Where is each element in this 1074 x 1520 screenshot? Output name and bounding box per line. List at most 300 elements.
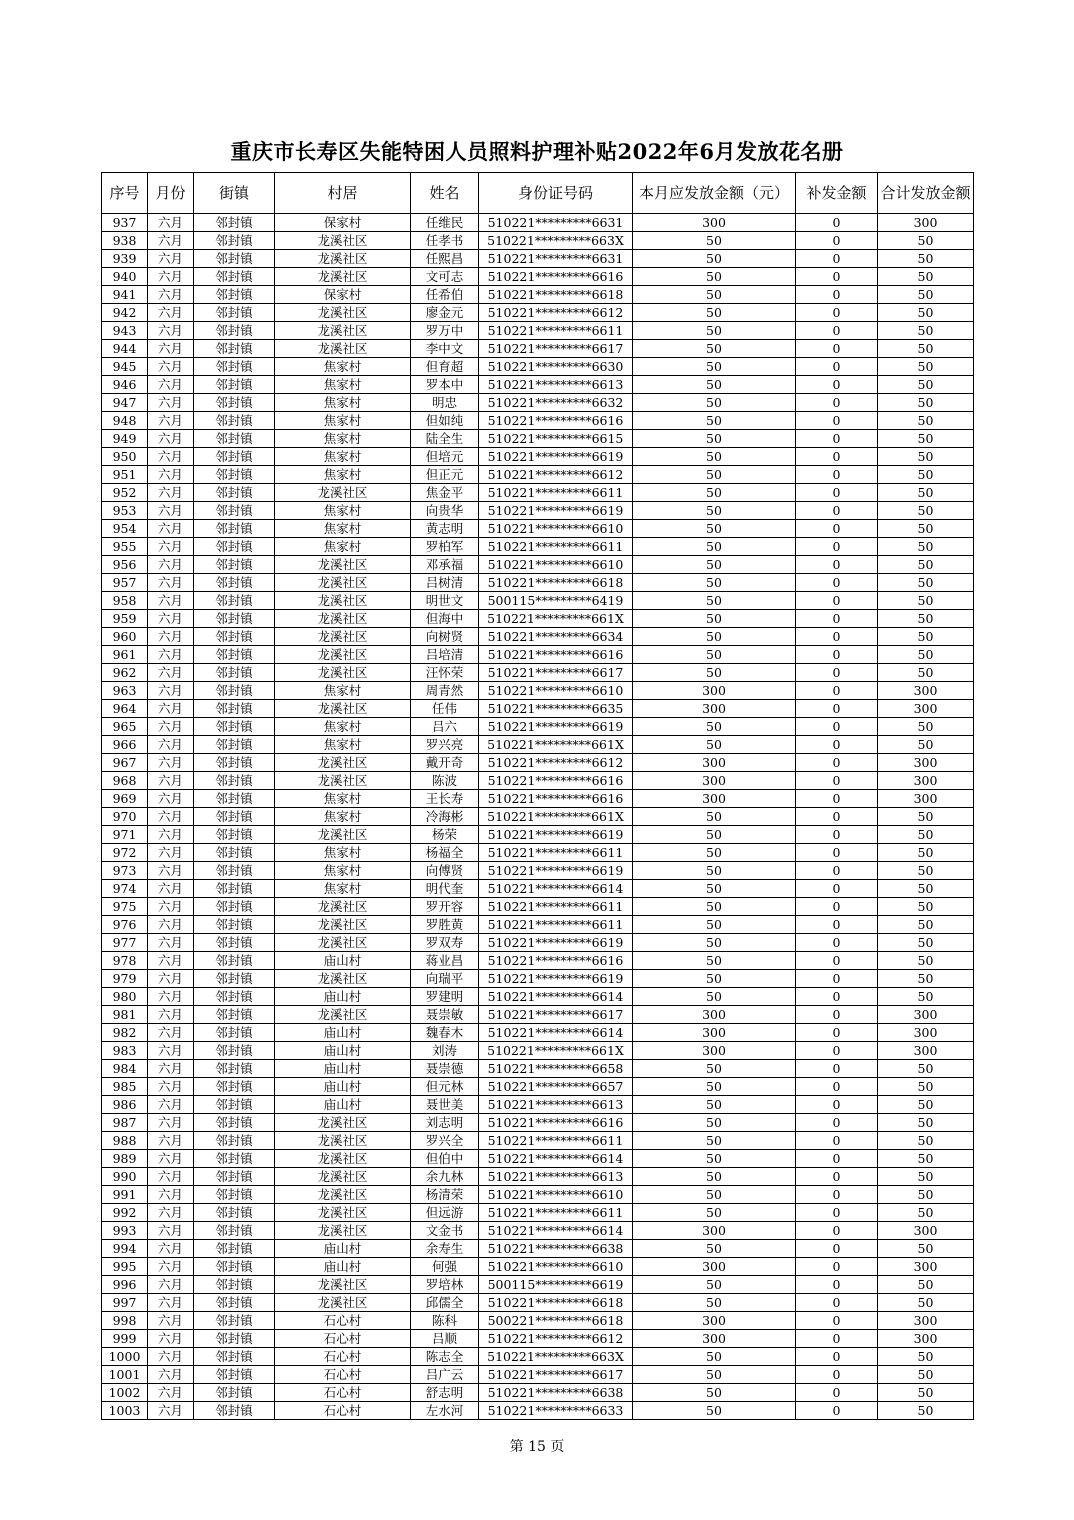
- village-cell: 龙溪社区: [275, 646, 411, 664]
- monthly-amount-cell: 50: [633, 1060, 796, 1078]
- town-cell: 邻封镇: [194, 772, 275, 790]
- total-cell: 50: [878, 358, 974, 376]
- month-cell: 六月: [148, 556, 194, 574]
- village-cell: 庙山村: [275, 1060, 411, 1078]
- village-cell: 庙山村: [275, 1240, 411, 1258]
- name-cell: 吕顺: [411, 1330, 479, 1348]
- town-cell: 邻封镇: [194, 1078, 275, 1096]
- monthly-amount-cell: 50: [633, 574, 796, 592]
- total-cell: 300: [878, 1006, 974, 1024]
- supplement-cell: 0: [796, 1330, 878, 1348]
- id-number-cell: 510221*********6632: [479, 394, 633, 412]
- table-row: [102, 250, 974, 268]
- table-row: [102, 700, 974, 718]
- index-cell: 970: [102, 808, 148, 826]
- town-cell: 邻封镇: [194, 430, 275, 448]
- monthly-amount-cell: 50: [633, 1132, 796, 1150]
- id-number-cell: 510221*********6619: [479, 970, 633, 988]
- col-header-month: 月份: [148, 173, 194, 214]
- id-number-cell: 510221*********6610: [479, 682, 633, 700]
- total-cell: 300: [878, 1312, 974, 1330]
- village-cell: 保家村: [275, 214, 411, 232]
- name-cell: 左水河: [411, 1402, 479, 1420]
- total-cell: 50: [878, 232, 974, 250]
- monthly-amount-cell: 50: [633, 646, 796, 664]
- id-number-cell: 510221*********6619: [479, 448, 633, 466]
- supplement-cell: 0: [796, 412, 878, 430]
- monthly-amount-cell: 300: [633, 1222, 796, 1240]
- id-number-cell: 510221*********6638: [479, 1384, 633, 1402]
- id-number-cell: 510221*********6616: [479, 772, 633, 790]
- total-cell: 50: [878, 376, 974, 394]
- total-cell: 50: [878, 1168, 974, 1186]
- month-cell: 六月: [148, 1096, 194, 1114]
- total-cell: 50: [878, 466, 974, 484]
- village-cell: 焦家村: [275, 430, 411, 448]
- month-cell: 六月: [148, 412, 194, 430]
- total-cell: 50: [878, 556, 974, 574]
- village-cell: 龙溪社区: [275, 916, 411, 934]
- village-cell: 龙溪社区: [275, 1186, 411, 1204]
- supplement-cell: 0: [796, 502, 878, 520]
- supplement-cell: 0: [796, 1168, 878, 1186]
- town-cell: 邻封镇: [194, 664, 275, 682]
- supplement-cell: 0: [796, 1096, 878, 1114]
- month-cell: 六月: [148, 394, 194, 412]
- supplement-cell: 0: [796, 1402, 878, 1420]
- supplement-cell: 0: [796, 1294, 878, 1312]
- village-cell: 龙溪社区: [275, 1294, 411, 1312]
- town-cell: 邻封镇: [194, 844, 275, 862]
- town-cell: 邻封镇: [194, 1024, 275, 1042]
- village-cell: 石心村: [275, 1312, 411, 1330]
- index-cell: 960: [102, 628, 148, 646]
- town-cell: 邻封镇: [194, 1384, 275, 1402]
- town-cell: 邻封镇: [194, 1222, 275, 1240]
- supplement-cell: 0: [796, 484, 878, 502]
- monthly-amount-cell: 50: [633, 250, 796, 268]
- month-cell: 六月: [148, 862, 194, 880]
- month-cell: 六月: [148, 646, 194, 664]
- town-cell: 邻封镇: [194, 754, 275, 772]
- id-number-cell: 510221*********6614: [479, 988, 633, 1006]
- total-cell: 50: [878, 430, 974, 448]
- id-number-cell: 510221*********6613: [479, 1168, 633, 1186]
- total-cell: 50: [878, 844, 974, 862]
- monthly-amount-cell: 50: [633, 628, 796, 646]
- village-cell: 龙溪社区: [275, 304, 411, 322]
- monthly-amount-cell: 50: [633, 430, 796, 448]
- month-cell: 六月: [148, 268, 194, 286]
- total-cell: 50: [878, 1150, 974, 1168]
- total-cell: 50: [878, 1348, 974, 1366]
- name-cell: 刘涛: [411, 1042, 479, 1060]
- index-cell: 939: [102, 250, 148, 268]
- index-cell: 950: [102, 448, 148, 466]
- monthly-amount-cell: 300: [633, 1258, 796, 1276]
- col-header-index: 序号: [102, 173, 148, 214]
- month-cell: 六月: [148, 1294, 194, 1312]
- total-cell: 50: [878, 538, 974, 556]
- header-row: [102, 173, 974, 214]
- supplement-cell: 0: [796, 1258, 878, 1276]
- index-cell: 978: [102, 952, 148, 970]
- id-number-cell: 510221*********663X: [479, 1348, 633, 1366]
- index-cell: 955: [102, 538, 148, 556]
- name-cell: 向傅贤: [411, 862, 479, 880]
- supplement-cell: 0: [796, 394, 878, 412]
- supplement-cell: 0: [796, 1042, 878, 1060]
- index-cell: 962: [102, 664, 148, 682]
- index-cell: 982: [102, 1024, 148, 1042]
- table-row: [102, 934, 974, 952]
- village-cell: 龙溪社区: [275, 592, 411, 610]
- name-cell: 聂崇德: [411, 1060, 479, 1078]
- village-cell: 龙溪社区: [275, 772, 411, 790]
- town-cell: 邻封镇: [194, 646, 275, 664]
- supplement-cell: 0: [796, 898, 878, 916]
- name-cell: 任熙昌: [411, 250, 479, 268]
- town-cell: 邻封镇: [194, 214, 275, 232]
- month-cell: 六月: [148, 358, 194, 376]
- month-cell: 六月: [148, 466, 194, 484]
- table-row: [102, 1060, 974, 1078]
- monthly-amount-cell: 300: [633, 682, 796, 700]
- table-row: [102, 1276, 974, 1294]
- name-cell: 魏春木: [411, 1024, 479, 1042]
- supplement-cell: 0: [796, 1348, 878, 1366]
- monthly-amount-cell: 50: [633, 970, 796, 988]
- village-cell: 龙溪社区: [275, 556, 411, 574]
- total-cell: 50: [878, 610, 974, 628]
- total-cell: 50: [878, 718, 974, 736]
- total-cell: 50: [878, 322, 974, 340]
- month-cell: 六月: [148, 826, 194, 844]
- town-cell: 邻封镇: [194, 322, 275, 340]
- month-cell: 六月: [148, 1060, 194, 1078]
- monthly-amount-cell: 50: [633, 736, 796, 754]
- total-cell: 50: [878, 1186, 974, 1204]
- village-cell: 庙山村: [275, 988, 411, 1006]
- index-cell: 952: [102, 484, 148, 502]
- month-cell: 六月: [148, 772, 194, 790]
- town-cell: 邻封镇: [194, 934, 275, 952]
- month-cell: 六月: [148, 1222, 194, 1240]
- town-cell: 邻封镇: [194, 394, 275, 412]
- village-cell: 龙溪社区: [275, 340, 411, 358]
- village-cell: 石心村: [275, 1330, 411, 1348]
- village-cell: 焦家村: [275, 880, 411, 898]
- village-cell: 龙溪社区: [275, 322, 411, 340]
- month-cell: 六月: [148, 1402, 194, 1420]
- id-number-cell: 510221*********6616: [479, 952, 633, 970]
- table-row: [102, 394, 974, 412]
- name-cell: 王长寿: [411, 790, 479, 808]
- col-header-total: 合计发放金额: [878, 173, 974, 214]
- name-cell: 罗开容: [411, 898, 479, 916]
- village-cell: 焦家村: [275, 844, 411, 862]
- month-cell: 六月: [148, 340, 194, 358]
- town-cell: 邻封镇: [194, 412, 275, 430]
- town-cell: 邻封镇: [194, 1240, 275, 1258]
- index-cell: 980: [102, 988, 148, 1006]
- total-cell: 50: [878, 286, 974, 304]
- town-cell: 邻封镇: [194, 502, 275, 520]
- supplement-cell: 0: [796, 682, 878, 700]
- month-cell: 六月: [148, 1168, 194, 1186]
- supplement-cell: 0: [796, 700, 878, 718]
- total-cell: 50: [878, 880, 974, 898]
- index-cell: 957: [102, 574, 148, 592]
- table-row: [102, 1204, 974, 1222]
- total-cell: 300: [878, 754, 974, 772]
- month-cell: 六月: [148, 970, 194, 988]
- id-number-cell: 510221*********6611: [479, 538, 633, 556]
- village-cell: 龙溪社区: [275, 934, 411, 952]
- month-cell: 六月: [148, 736, 194, 754]
- index-cell: 969: [102, 790, 148, 808]
- index-cell: 993: [102, 1222, 148, 1240]
- table-row: [102, 1240, 974, 1258]
- monthly-amount-cell: 50: [633, 610, 796, 628]
- supplement-cell: 0: [796, 862, 878, 880]
- total-cell: 50: [878, 340, 974, 358]
- id-number-cell: 510221*********6619: [479, 502, 633, 520]
- total-cell: 300: [878, 1222, 974, 1240]
- table-row: [102, 430, 974, 448]
- id-number-cell: 500115*********6419: [479, 592, 633, 610]
- village-cell: 龙溪社区: [275, 970, 411, 988]
- supplement-cell: 0: [796, 808, 878, 826]
- month-cell: 六月: [148, 1348, 194, 1366]
- monthly-amount-cell: 50: [633, 664, 796, 682]
- name-cell: 聂世美: [411, 1096, 479, 1114]
- monthly-amount-cell: 50: [633, 1114, 796, 1132]
- supplement-cell: 0: [796, 268, 878, 286]
- index-cell: 994: [102, 1240, 148, 1258]
- index-cell: 948: [102, 412, 148, 430]
- name-cell: 陈波: [411, 772, 479, 790]
- table-row: [102, 340, 974, 358]
- town-cell: 邻封镇: [194, 1096, 275, 1114]
- monthly-amount-cell: 300: [633, 214, 796, 232]
- supplement-cell: 0: [796, 916, 878, 934]
- id-number-cell: 510221*********6631: [479, 214, 633, 232]
- total-cell: 50: [878, 1294, 974, 1312]
- table-row: [102, 1096, 974, 1114]
- supplement-cell: 0: [796, 844, 878, 862]
- monthly-amount-cell: 50: [633, 934, 796, 952]
- table-row: [102, 952, 974, 970]
- village-cell: 焦家村: [275, 538, 411, 556]
- name-cell: 李中文: [411, 340, 479, 358]
- name-cell: 罗双寿: [411, 934, 479, 952]
- name-cell: 戴开奇: [411, 754, 479, 772]
- id-number-cell: 510221*********663X: [479, 232, 633, 250]
- name-cell: 罗万中: [411, 322, 479, 340]
- village-cell: 龙溪社区: [275, 1168, 411, 1186]
- id-number-cell: 510221*********661X: [479, 736, 633, 754]
- supplement-cell: 0: [796, 1006, 878, 1024]
- town-cell: 邻封镇: [194, 556, 275, 574]
- table-row: [102, 880, 974, 898]
- supplement-cell: 0: [796, 790, 878, 808]
- supplement-cell: 0: [796, 754, 878, 772]
- town-cell: 邻封镇: [194, 682, 275, 700]
- village-cell: 焦家村: [275, 808, 411, 826]
- id-number-cell: 510221*********6633: [479, 1402, 633, 1420]
- month-cell: 六月: [148, 1186, 194, 1204]
- town-cell: 邻封镇: [194, 466, 275, 484]
- index-cell: 937: [102, 214, 148, 232]
- monthly-amount-cell: 50: [633, 1294, 796, 1312]
- village-cell: 龙溪社区: [275, 1132, 411, 1150]
- town-cell: 邻封镇: [194, 1312, 275, 1330]
- name-cell: 明世文: [411, 592, 479, 610]
- supplement-cell: 0: [796, 358, 878, 376]
- index-cell: 986: [102, 1096, 148, 1114]
- monthly-amount-cell: 50: [633, 556, 796, 574]
- town-cell: 邻封镇: [194, 952, 275, 970]
- name-cell: 但正元: [411, 466, 479, 484]
- total-cell: 50: [878, 1060, 974, 1078]
- supplement-cell: 0: [796, 574, 878, 592]
- village-cell: 庙山村: [275, 1042, 411, 1060]
- village-cell: 龙溪社区: [275, 268, 411, 286]
- month-cell: 六月: [148, 592, 194, 610]
- index-cell: 987: [102, 1114, 148, 1132]
- village-cell: 石心村: [275, 1366, 411, 1384]
- monthly-amount-cell: 50: [633, 538, 796, 556]
- index-cell: 942: [102, 304, 148, 322]
- town-cell: 邻封镇: [194, 718, 275, 736]
- supplement-cell: 0: [796, 1366, 878, 1384]
- monthly-amount-cell: 50: [633, 520, 796, 538]
- id-number-cell: 510221*********6618: [479, 1294, 633, 1312]
- total-cell: 300: [878, 1330, 974, 1348]
- supplement-cell: 0: [796, 934, 878, 952]
- supplement-cell: 0: [796, 1204, 878, 1222]
- town-cell: 邻封镇: [194, 232, 275, 250]
- name-cell: 余寿生: [411, 1240, 479, 1258]
- name-cell: 明代奎: [411, 880, 479, 898]
- name-cell: 邓承福: [411, 556, 479, 574]
- month-cell: 六月: [148, 1024, 194, 1042]
- supplement-cell: 0: [796, 286, 878, 304]
- village-cell: 龙溪社区: [275, 664, 411, 682]
- name-cell: 任维民: [411, 214, 479, 232]
- id-number-cell: 510221*********661X: [479, 808, 633, 826]
- monthly-amount-cell: 50: [633, 304, 796, 322]
- total-cell: 50: [878, 520, 974, 538]
- village-cell: 龙溪社区: [275, 1204, 411, 1222]
- village-cell: 焦家村: [275, 862, 411, 880]
- id-number-cell: 510221*********6658: [479, 1060, 633, 1078]
- table-row: [102, 1006, 974, 1024]
- town-cell: 邻封镇: [194, 340, 275, 358]
- village-cell: 焦家村: [275, 466, 411, 484]
- table-row: [102, 736, 974, 754]
- town-cell: 邻封镇: [194, 1366, 275, 1384]
- supplement-cell: 0: [796, 214, 878, 232]
- town-cell: 邻封镇: [194, 1150, 275, 1168]
- total-cell: 300: [878, 1042, 974, 1060]
- monthly-amount-cell: 50: [633, 1168, 796, 1186]
- supplement-cell: 0: [796, 610, 878, 628]
- village-cell: 石心村: [275, 1384, 411, 1402]
- id-number-cell: 500115*********6619: [479, 1276, 633, 1294]
- id-number-cell: 510221*********6616: [479, 268, 633, 286]
- table-row: [102, 502, 974, 520]
- table-row: [102, 1114, 974, 1132]
- name-cell: 罗培林: [411, 1276, 479, 1294]
- id-number-cell: 510221*********6617: [479, 1006, 633, 1024]
- supplement-cell: 0: [796, 1276, 878, 1294]
- index-cell: 958: [102, 592, 148, 610]
- index-cell: 995: [102, 1258, 148, 1276]
- town-cell: 邻封镇: [194, 1042, 275, 1060]
- table-row: [102, 448, 974, 466]
- index-cell: 976: [102, 916, 148, 934]
- town-cell: 邻封镇: [194, 268, 275, 286]
- monthly-amount-cell: 50: [633, 592, 796, 610]
- town-cell: 邻封镇: [194, 1186, 275, 1204]
- id-number-cell: 510221*********661X: [479, 1042, 633, 1060]
- name-cell: 吕培清: [411, 646, 479, 664]
- village-cell: 龙溪社区: [275, 628, 411, 646]
- table-row: [102, 844, 974, 862]
- index-cell: 953: [102, 502, 148, 520]
- id-number-cell: 510221*********6616: [479, 412, 633, 430]
- table-row: [102, 988, 974, 1006]
- id-number-cell: 510221*********6612: [479, 304, 633, 322]
- town-cell: 邻封镇: [194, 1276, 275, 1294]
- total-cell: 50: [878, 1384, 974, 1402]
- name-cell: 但海中: [411, 610, 479, 628]
- index-cell: 972: [102, 844, 148, 862]
- id-number-cell: 510221*********6618: [479, 286, 633, 304]
- id-number-cell: 510221*********661X: [479, 610, 633, 628]
- total-cell: 300: [878, 772, 974, 790]
- total-cell: 50: [878, 826, 974, 844]
- name-cell: 任希伯: [411, 286, 479, 304]
- index-cell: 949: [102, 430, 148, 448]
- monthly-amount-cell: 50: [633, 1096, 796, 1114]
- monthly-amount-cell: 50: [633, 1384, 796, 1402]
- page-number: 第 15 页: [509, 1439, 565, 1455]
- monthly-amount-cell: 50: [633, 232, 796, 250]
- monthly-amount-cell: 50: [633, 1402, 796, 1420]
- month-cell: 六月: [148, 1330, 194, 1348]
- village-cell: 庙山村: [275, 1024, 411, 1042]
- supplement-cell: 0: [796, 250, 878, 268]
- monthly-amount-cell: 50: [633, 988, 796, 1006]
- name-cell: 向瑞平: [411, 970, 479, 988]
- supplement-cell: 0: [796, 556, 878, 574]
- col-header-id-number: 身份证号码: [479, 173, 633, 214]
- total-cell: 50: [878, 1204, 974, 1222]
- monthly-amount-cell: 50: [633, 1150, 796, 1168]
- month-cell: 六月: [148, 1114, 194, 1132]
- id-number-cell: 510221*********6612: [479, 466, 633, 484]
- month-cell: 六月: [148, 952, 194, 970]
- index-cell: 966: [102, 736, 148, 754]
- month-cell: 六月: [148, 700, 194, 718]
- id-number-cell: 510221*********6611: [479, 484, 633, 502]
- index-cell: 943: [102, 322, 148, 340]
- village-cell: 龙溪社区: [275, 700, 411, 718]
- table-row: [102, 1024, 974, 1042]
